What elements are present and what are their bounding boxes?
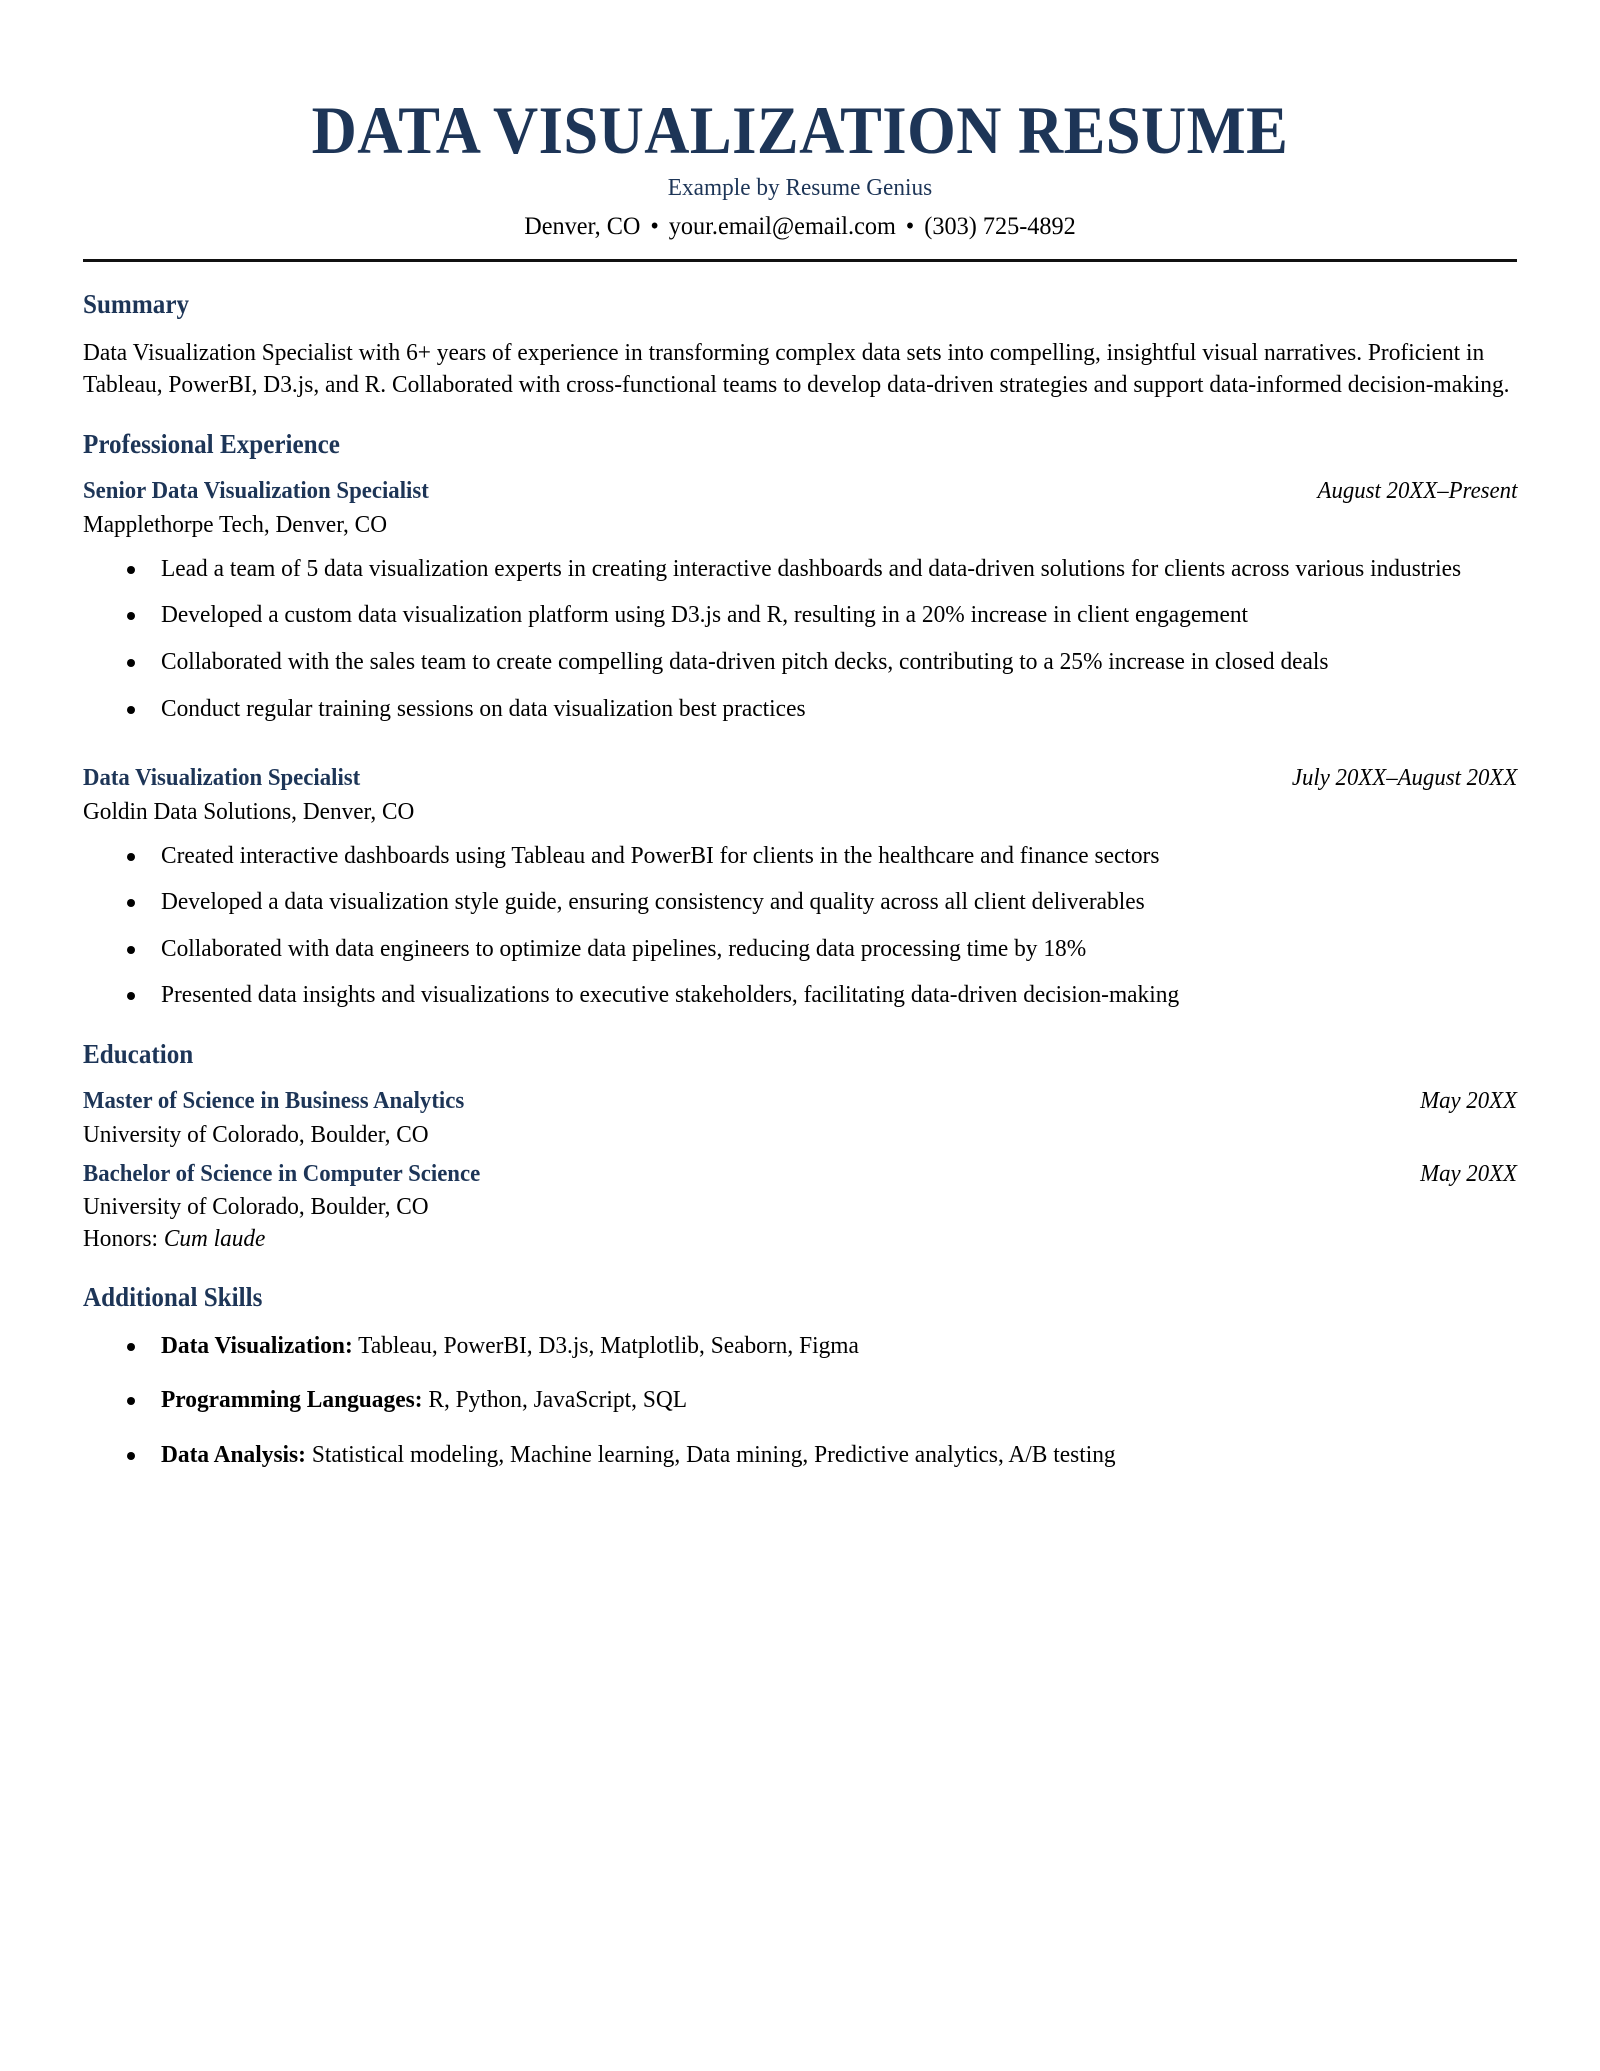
section-heading-experience: Professional Experience [83,429,340,460]
section-heading-skills: Additional Skills [83,1282,263,1313]
job-date: July 20XX–August 20XX [1291,765,1517,792]
education-entry-header [83,1086,1517,1117]
education-honors [83,1223,1445,1255]
section-summary [83,288,1517,402]
list-item [83,646,1517,679]
bullet-text [161,1330,1514,1363]
header-divider [83,259,1517,262]
summary-text: Data Visualization Specialist with 6+ years of experience in transforming complex data sets into compelling, insightful visual narratives. Proficient in Tableau, PowerBI, D3.js, and R. Collaborated with cross-functional teams to develop data-driven strategies and support data-informed decision-making. [83,338,1510,399]
section-experience [83,428,1517,1012]
contact-separator-1: • [650,212,659,240]
degree-title: Bachelor of Science in Computer Science [83,1159,481,1187]
list-item [83,1384,1517,1417]
job-organization: Mapplethorpe Tech, Denver, CO [83,511,388,539]
bullet-text: Created interactive dashboards using Tableau and PowerBI for clients in the healthcare and finance sectors [161,841,1160,869]
experience-entry [83,763,1517,1012]
contact-line [105,211,1496,244]
list-item [83,933,1517,966]
job-bullet-list [83,553,1517,725]
honors-label: Honors: [83,1225,164,1253]
section-skills [83,1281,1517,1471]
section-heading-education: Education [83,1038,194,1069]
bullet-text: Developed a custom data visualization platform using D3.js and R, resulting in a 20% increase in client engagement [161,601,1249,629]
education-entry-header [83,1159,1517,1190]
contact-email[interactable]: your.email@email.com [668,212,896,240]
list-item [83,553,1517,586]
list-item [83,886,1517,919]
bullet-text: Lead a team of 5 data visualization experts in creating interactive dashboards and data-driven solutions for clients across various industries [161,554,1462,582]
list-item [83,599,1517,632]
skills-bullet-list [83,1330,1517,1472]
resume-header [83,0,1517,262]
bullet-text [161,1439,1514,1472]
skill-label: Data Analysis: [161,1440,306,1468]
page-title: DATA VISUALIZATION RESUME [311,92,1289,168]
honors-value: Cum laude [163,1225,266,1253]
job-bullet-list [83,840,1517,1012]
section-heading-summary: Summary [83,289,190,320]
section-education [83,1038,1517,1255]
list-item [83,1330,1517,1363]
experience-entry [83,476,1517,725]
bullet-text: Collaborated with the sales team to create compelling data-driven pitch decks, contributing to a 25% increase in closed deals [161,648,1329,676]
skill-value: Statistical modeling, Machine learning, Data mining, Predictive analytics, A/B testing [305,1440,1116,1468]
job-title: Senior Data Visualization Specialist [83,477,429,505]
bullet-text: Collaborated with data engineers to optimize data pipelines, reducing data processing time by 18% [161,934,1087,962]
bullet-text: Presented data insights and visualizations to executive stakeholders, facilitating data-driven decision-making [161,981,1180,1009]
experience-entry-header [83,763,1517,794]
list-item [83,979,1517,1012]
bullet-text: Conduct regular training sessions on data visualization best practices [161,694,806,722]
education-entry [83,1159,1517,1255]
job-organization: Goldin Data Solutions, Denver, CO [83,797,415,825]
job-title: Data Visualization Specialist [83,764,361,792]
experience-entry-header [83,476,1517,507]
degree-date: May 20XX [1420,1160,1517,1187]
bullet-text [161,1384,1514,1417]
contact-phone[interactable]: (303) 725-4892 [924,212,1076,240]
bullet-text: Developed a data visualization style guide, ensuring consistency and quality across all client deliverables [161,888,1145,916]
list-item [83,840,1517,873]
skill-value: R, Python, JavaScript, SQL [422,1386,688,1414]
resume-subtitle: Example by Resume Genius [667,174,933,202]
school-name: University of Colorado, Boulder, CO [83,1193,429,1221]
contact-separator-2: • [905,212,915,240]
degree-title: Master of Science in Business Analytics [83,1087,465,1115]
degree-date: May 20XX [1420,1088,1517,1115]
school-name: University of Colorado, Boulder, CO [83,1121,429,1148]
list-item [83,1439,1517,1472]
education-entry [83,1086,1517,1150]
skill-value: Tableau, PowerBI, D3.js, Matplotlib, Seaborn, Figma [352,1331,859,1359]
skill-label: Programming Languages: [161,1386,423,1414]
contact-location: Denver, CO [524,212,641,240]
job-date: August 20XX–Present [1317,478,1517,505]
skill-label: Data Visualization: [161,1331,353,1359]
list-item [83,693,1517,726]
